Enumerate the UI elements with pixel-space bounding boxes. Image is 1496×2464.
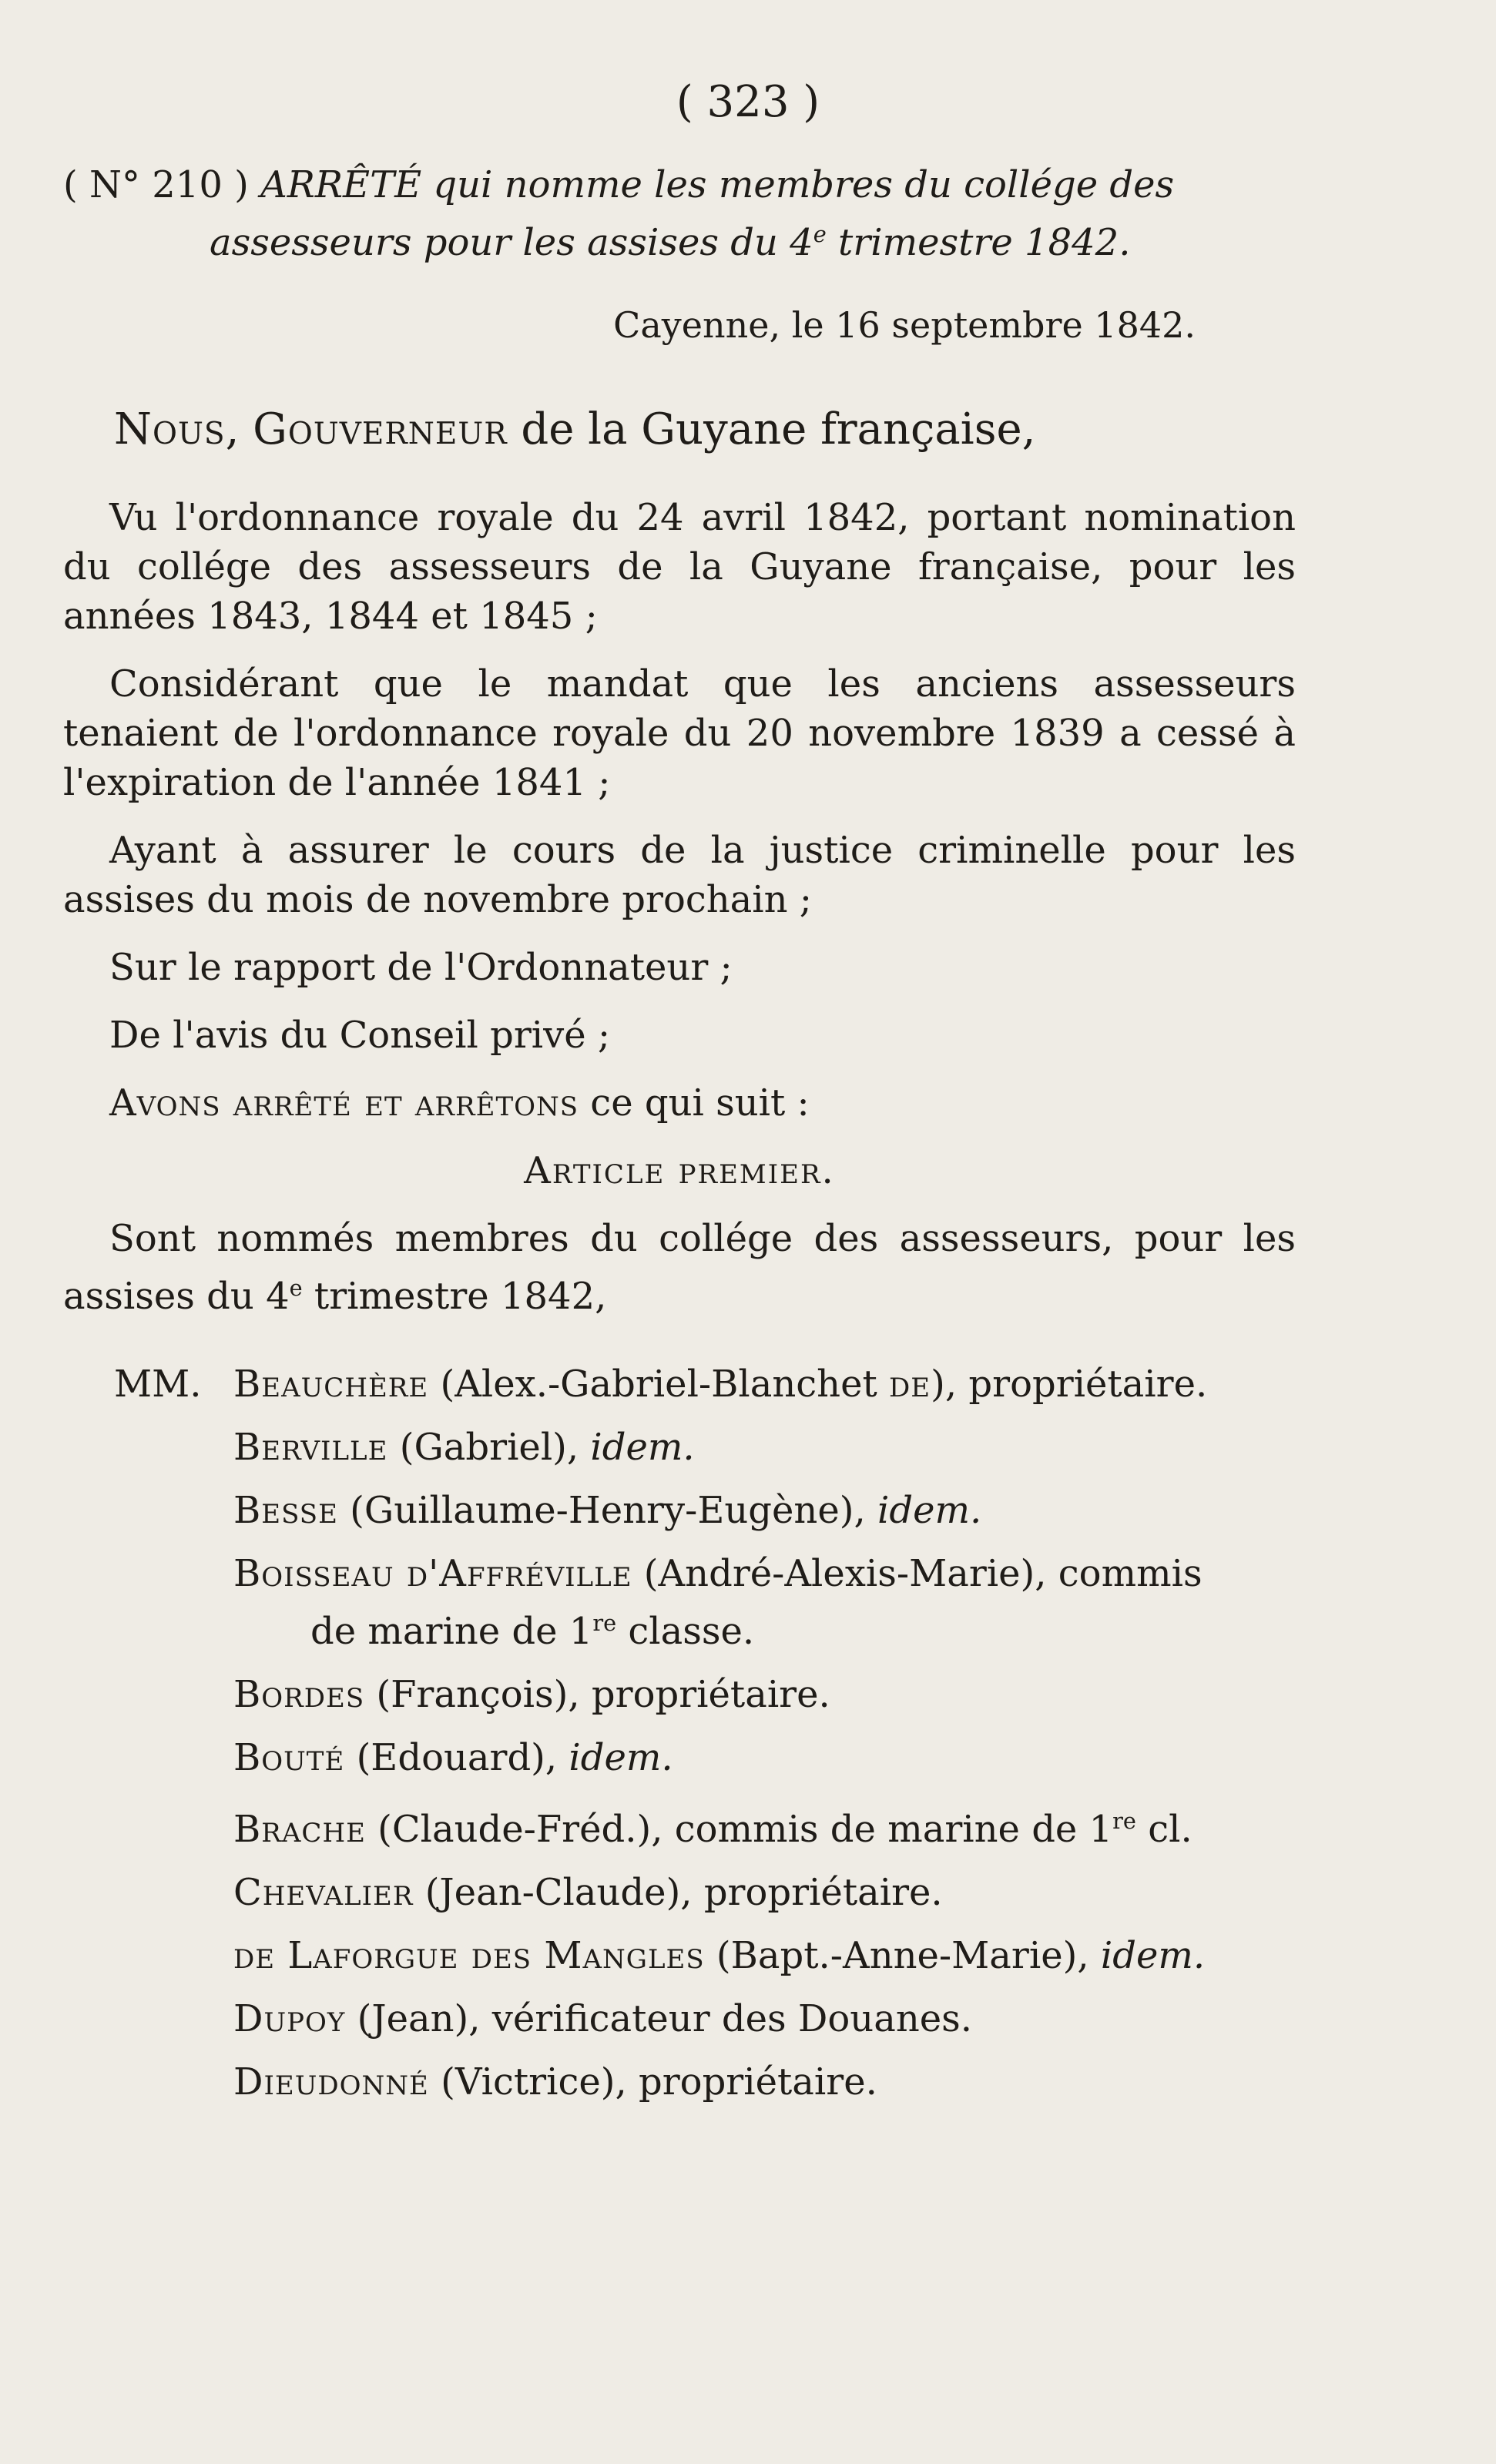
avons-arrete: Avons arrêté et arrêtons [109, 1081, 579, 1125]
member-name: Bordes [233, 1673, 365, 1716]
decree-title [63, 160, 1296, 267]
member-name: Besse [233, 1489, 338, 1532]
member-given: (Victrice), [428, 2060, 639, 2104]
list-item [114, 1359, 1293, 1409]
list-item [114, 1796, 1293, 1854]
member-role: propriétaire. [591, 1673, 830, 1716]
member-role: idem. [590, 1426, 695, 1469]
decree-body [63, 493, 1296, 1339]
title-line2-text: assesseurs pour les assises du 4 [210, 221, 813, 264]
member-name: Chevalier [233, 1871, 414, 1914]
member-role: idem. [1100, 1934, 1206, 1977]
member-name: Boisseau d'Affréville [233, 1552, 632, 1595]
member-given: (Bapt.-Anne-Marie), [704, 1934, 1101, 1977]
mm-label: MM. [114, 1363, 202, 1406]
paragraph-considerant: Considérant que le mandat que les anciens assesseurs tenaient de l'ordonnance royale du 20 novembre 1839 a cessé à l'expiration de l'année 1841 ; [63, 662, 1296, 804]
list-item [114, 1670, 1293, 1719]
member-given: (François), [364, 1673, 592, 1716]
member-role: idem. [569, 1736, 673, 1779]
member-name: Dieudonné [233, 2060, 429, 2104]
gouverneur-word: Gouverneur [253, 404, 508, 454]
member-role: propriétaire. [703, 1871, 943, 1914]
member-given-end: ), [931, 1363, 969, 1406]
member-role: de marine de 1 [310, 1610, 593, 1653]
article-heading: Article premier. [524, 1149, 835, 1192]
member-name: de Laforgue des Mangles [233, 1934, 705, 1977]
member-name: Beauchère [233, 1363, 429, 1406]
member-sup: re [592, 1610, 617, 1636]
member-name: Bouté [233, 1736, 345, 1779]
decree-title-line1: ARRÊTÉ qui nomme les membres du collége des [260, 163, 1175, 206]
member-given: (André-Alexis-Marie), commis [632, 1552, 1203, 1595]
member-role: idem. [877, 1489, 982, 1532]
list-item [114, 1486, 1293, 1535]
decree-title-line2 [63, 210, 1296, 267]
member-name: Berville [233, 1426, 388, 1469]
member-role: vérificateur des Douanes. [491, 1997, 973, 2040]
list-item [114, 1549, 1293, 1656]
member-role-end: cl. [1135, 1808, 1192, 1851]
paragraph-avons [63, 1078, 1296, 1128]
member-given: (Edouard), [344, 1736, 569, 1779]
avons-rest: ce qui suit : [579, 1081, 810, 1125]
list-item [114, 1868, 1293, 1917]
members-list [114, 1359, 1293, 2120]
page-number: ( 323 ) [676, 77, 820, 127]
paragraph-ayant: Ayant à assurer le cours de la justice criminelle pour les assises du mois de novembre prochain ; [63, 829, 1296, 921]
member-given: (Alex.-Gabriel-Blanchet [428, 1363, 890, 1406]
title-sup: e [813, 221, 827, 247]
paragraph-sont [63, 1214, 1296, 1321]
member-role: propriétaire. [639, 2060, 877, 2104]
sont-text: Sont nommés membres du collége des assesseurs, pour les assises du 4 [63, 1217, 1296, 1318]
paragraph-avis: De l'avis du Conseil privé ; [109, 1014, 611, 1057]
member-given: (Jean-Claude), [413, 1871, 704, 1914]
title-line2-end: trimestre 1842. [826, 221, 1131, 264]
member-given: (Gabriel), [387, 1426, 591, 1469]
member-given: (Jean), [345, 1997, 492, 2040]
paragraph-rapport: Sur le rapport de l'Ordonnateur ; [109, 946, 733, 989]
opening-line: Nous, Gouverneur de la Guyane française, [114, 404, 1036, 454]
member-given: (Guillaume-Henry-Eugène), [337, 1489, 877, 1532]
nous-word: Nous [114, 404, 226, 454]
sont-end: trimestre 1842, [302, 1275, 607, 1318]
member-name: Brache [233, 1808, 366, 1851]
decree-number: ( N° 210 ) [63, 163, 249, 206]
list-item [114, 1423, 1293, 1472]
member-given: (Claude-Fréd.), commis de marine de 1 [365, 1808, 1113, 1851]
member-role-wrap [233, 1598, 1293, 1656]
opening-rest: de la Guyane française, [507, 404, 1036, 454]
list-item [114, 2057, 1293, 2107]
member-particle: de [889, 1363, 931, 1406]
member-sup: re [1112, 1808, 1136, 1834]
member-role-end: classe. [616, 1610, 755, 1653]
member-role: propriétaire. [968, 1363, 1208, 1406]
list-item [114, 1994, 1293, 2043]
list-item [114, 1733, 1293, 1782]
list-item [114, 1931, 1293, 1980]
dateline: Cayenne, le 16 septembre 1842. [613, 304, 1196, 346]
paragraph-vu: Vu l'ordonnance royale du 24 avril 1842, portant nomination du collége des assesseurs de la Guyane française, pour les années 1843, 1844 et 1845 ; [63, 496, 1296, 638]
member-name: Dupoy [233, 1997, 346, 2040]
sont-sup: e [289, 1275, 303, 1301]
